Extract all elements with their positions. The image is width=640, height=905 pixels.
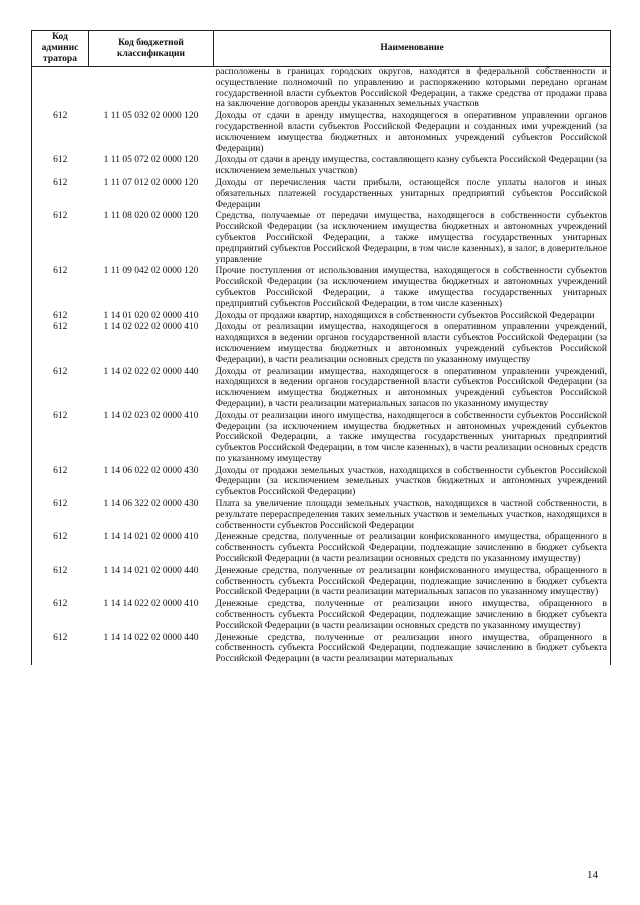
description-cell: Доходы от продажи земельных участков, находящихся в собственности субъектов Российской Федерации (за исключением земельных участков бюджетных и автономных учреждений субъектов Российской Федерации) xyxy=(214,465,611,498)
admin-code-cell: 612 xyxy=(32,110,89,154)
admin-code-cell xyxy=(32,67,89,111)
table-row xyxy=(32,265,611,309)
description-cell: Доходы от продажи квартир, находящихся в собственности субъектов Российской Федерации xyxy=(214,310,611,322)
description-cell: Доходы от сдачи в аренду имущества, находящегося в оперативном управлении органов государственной власти субъектов Российской Федерации и созданных ими учреждений (за исключением имущества бюджетных и автономных учреждений субъектов Российской Федерации) xyxy=(214,110,611,154)
table-row xyxy=(32,321,611,365)
table-row xyxy=(32,632,611,665)
admin-code-cell: 612 xyxy=(32,531,89,564)
admin-code-cell: 612 xyxy=(32,321,89,365)
description-cell: Доходы от перечисления части прибыли, остающейся после уплаты налогов и иных обязательных платежей государственных унитарных предприятий субъектов Российской Федерации xyxy=(214,177,611,210)
header-admin-code: Код админис тратора xyxy=(32,31,89,67)
admin-code-cell: 612 xyxy=(32,210,89,265)
document-page xyxy=(31,30,611,665)
budget-code-cell: 1 11 09 042 02 0000 120 xyxy=(103,266,199,277)
description-cell: Денежные средства, полученные от реализации иного имущества, обращенного в собственность субъекта Российской Федерации, подлежащие зачислению в бюджет субъекта Российской Федерации (в части реализации материальных xyxy=(214,632,611,665)
table-row xyxy=(32,177,611,210)
budget-code-cell: 1 14 02 023 02 0000 410 xyxy=(103,410,199,421)
admin-code-cell: 612 xyxy=(32,632,89,665)
budget-code-cell: 1 14 06 022 02 0000 430 xyxy=(103,465,199,476)
table-row xyxy=(32,210,611,265)
admin-code-cell: 612 xyxy=(32,598,89,631)
budget-code-cell: 1 14 02 022 02 0000 440 xyxy=(103,366,199,377)
admin-code-cell: 612 xyxy=(32,177,89,210)
table-header-row xyxy=(32,31,611,67)
header-name: Наименование xyxy=(214,31,611,67)
table-row xyxy=(32,465,611,498)
description-cell: Доходы от реализации иного имущества, находящегося в собственности субъектов Российской Федерации (за исключением имущества бюджетных и автономных учреждений субъектов Российской Федерации, а также имущества государственных унитарных предприятий субъектов Российской Федерации, в том числе казенных), в части реализации основных средств по указанному имуществу xyxy=(214,410,611,465)
table-row xyxy=(32,565,611,598)
admin-code-cell: 612 xyxy=(32,498,89,531)
admin-code-cell: 612 xyxy=(32,265,89,309)
table-row xyxy=(32,67,611,111)
description-cell: Денежные средства, полученные от реализации иного имущества, обращенного в собственность субъекта Российской Федерации, подлежащие зачислению в бюджет субъекта Российской Федерации (в части реализации основных средств по указанному имуществу) xyxy=(214,598,611,631)
table-body xyxy=(32,67,611,666)
table-row xyxy=(32,110,611,154)
description-cell: Доходы от реализации имущества, находящегося в оперативном управлении учреждений, находящихся в ведении органов государственной власти субъектов Российской Федерации (за исключением имущества бюджетных и автономных учреждений субъектов Российской Федерации), в части реализации основных средств по указанному имуществу xyxy=(214,321,611,365)
budget-code-cell: 1 14 02 022 02 0000 410 xyxy=(103,322,199,333)
budget-code-cell: 1 14 14 021 02 0000 410 xyxy=(103,532,199,543)
description-cell: расположены в границах городских округов, находятся в федеральной собственности и осуществление полномочий по управлению и распоряжению которыми передано органам государственной власти субъектов Российской Федерации, а также средства от продажи права на заключение договоров аренды указанных земельных участков xyxy=(214,67,611,111)
budget-code-cell: 1 11 08 020 02 0000 120 xyxy=(103,211,199,222)
budget-code-cell: 1 11 05 072 02 0000 120 xyxy=(103,155,199,166)
admin-code-cell: 612 xyxy=(32,465,89,498)
admin-code-cell: 612 xyxy=(32,154,89,177)
description-cell: Прочие поступления от использования имущества, находящегося в собственности субъектов Российской Федерации (за исключением имущества бюджетных и автономных учреждений субъектов Российской Федерации, а также имущества государственных унитарных предприятий субъектов Российской Федерации, в том числе казенных) xyxy=(214,265,611,309)
table-row xyxy=(32,598,611,631)
description-cell: Денежные средства, полученные от реализации конфискованного имущества, обращенного в собственность субъекта Российской Федерации, подлежащие зачислению в бюджет субъекта Российской Федерации (в части реализации материальных запасов по указанному имуществу) xyxy=(214,565,611,598)
budget-code-cell: 1 14 01 020 02 0000 410 xyxy=(103,310,199,321)
table-row xyxy=(32,310,611,322)
table-row xyxy=(32,410,611,465)
budget-code-cell: 1 14 06 322 02 0000 430 xyxy=(103,499,199,510)
budget-code-cell: 1 14 14 022 02 0000 410 xyxy=(103,599,199,610)
admin-code-cell: 612 xyxy=(32,366,89,410)
description-cell: Плата за увеличение площади земельных участков, находящихся в частной собственности, в результате перераспределения таких земельных участков и земельных участков, находящихся в собственности субъектов Российской Федерации xyxy=(214,498,611,531)
budget-code-table xyxy=(31,30,611,665)
table-row xyxy=(32,498,611,531)
budget-code-cell: 1 14 14 022 02 0000 440 xyxy=(103,632,199,643)
description-cell: Доходы от реализации имущества, находящегося в оперативном управлении учреждений, находящихся в ведении органов государственной власти субъектов Российской Федерации (за исключением имущества бюджетных и автономных учреждений субъектов Российской Федерации), в части реализации материальных запасов по указанному имуществу xyxy=(214,366,611,410)
budget-code-cell: 1 11 07 012 02 0000 120 xyxy=(103,177,199,188)
admin-code-cell: 612 xyxy=(32,310,89,322)
budget-code-cell: 1 11 05 032 02 0000 120 xyxy=(103,111,199,122)
table-row xyxy=(32,531,611,564)
admin-code-cell: 612 xyxy=(32,410,89,465)
description-cell: Доходы от сдачи в аренду имущества, составляющего казну субъекта Российской Федерации (за исключением земельных участков) xyxy=(214,154,611,177)
header-budget-code: Код бюджетной классификации xyxy=(89,31,214,67)
description-cell: Денежные средства, полученные от реализации конфискованного имущества, обращенного в собственность субъекта Российской Федерации, подлежащие зачислению в бюджет субъекта Российской Федерации (в части реализации основных средств по указанному имуществу) xyxy=(214,531,611,564)
admin-code-cell: 612 xyxy=(32,565,89,598)
budget-code-cell: 1 14 14 021 02 0000 440 xyxy=(103,565,199,576)
budget-code-cell xyxy=(89,67,214,111)
table-row xyxy=(32,154,611,177)
description-cell: Средства, получаемые от передачи имущества, находящегося в собственности субъектов Российской Федерации (за исключением имущества бюджетных и автономных учреждений субъектов Российской Федерации, а также имущества государственных унитарных предприятий субъектов Российской Федерации, в том числе казенных), в залог, в доверительное управление xyxy=(214,210,611,265)
table-row xyxy=(32,366,611,410)
page-number: 14 xyxy=(587,869,598,881)
